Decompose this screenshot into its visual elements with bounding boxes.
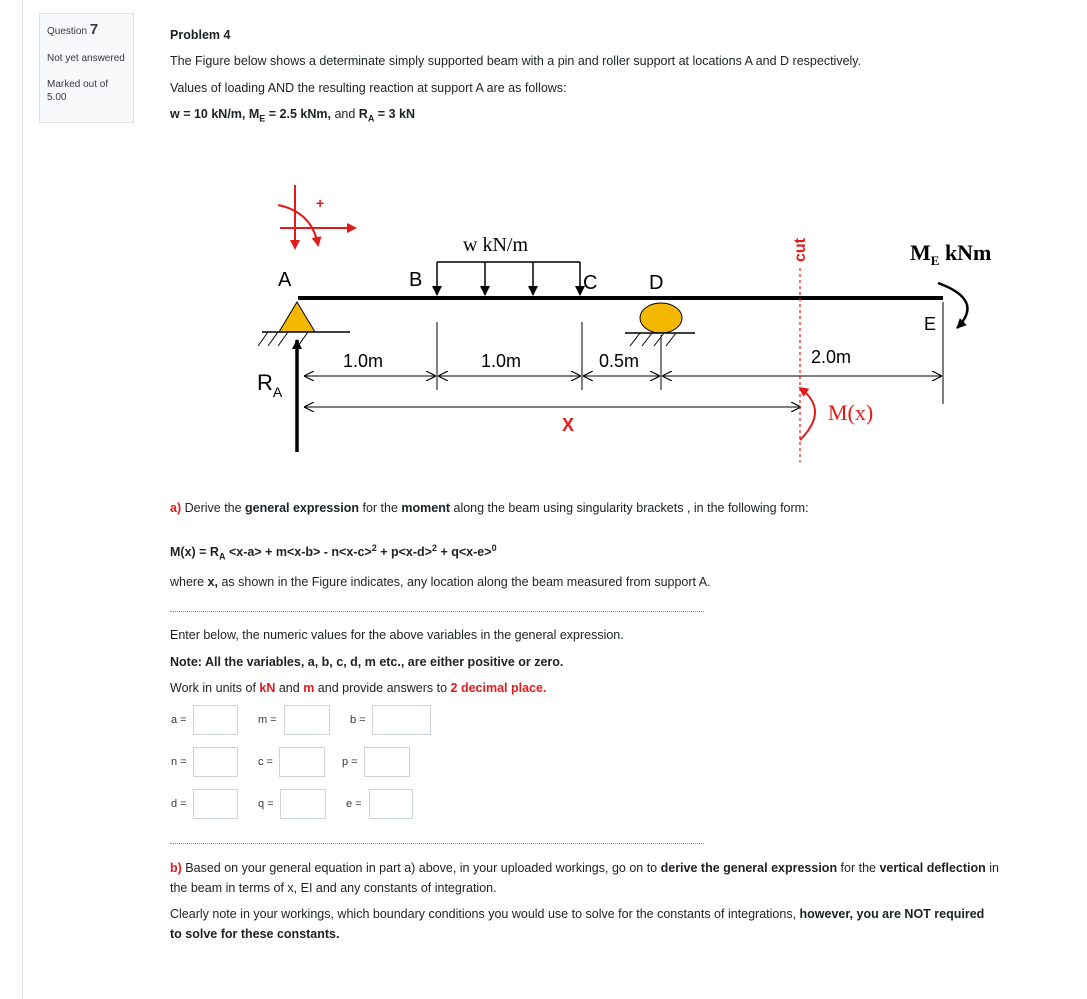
field-q-input[interactable] xyxy=(280,789,326,819)
problem-line-1: The Figure below shows a determinate simply supported beam with a pin and roller support at locations A and D respectively. xyxy=(170,54,862,68)
internal-moment-label: M(x) xyxy=(828,400,874,425)
dim-DE: 2.0m xyxy=(811,347,852,367)
dim-BC: 1.0m xyxy=(481,351,522,371)
field-n-input[interactable] xyxy=(193,747,238,777)
part-b-para2-line-1: Clearly note in your workings, which boundary conditions you would use to solve for the constants of integrations, however, you are NOT required xyxy=(170,907,985,921)
pin-support-A xyxy=(258,302,350,346)
applied-moment-arrow xyxy=(938,283,967,328)
enter-text: Enter below, the numeric values for the above variables in the general expression. xyxy=(170,628,624,642)
problem-values: w = 10 kN/m, $M_E = 2.5$ kNm, and $R_A = 3$ kN xyxy=(170,107,415,124)
reaction-label: $R_A$ xyxy=(257,370,283,400)
sign-plus: + xyxy=(316,195,325,211)
field-c-input[interactable] xyxy=(279,747,325,777)
field-a-label: a = xyxy=(171,714,187,726)
field-d-input[interactable] xyxy=(193,789,238,819)
dim-CD: 0.5m xyxy=(599,351,640,371)
internal-moment-arrow xyxy=(800,388,815,440)
label-D: D xyxy=(649,272,664,294)
x-label: X xyxy=(562,415,575,435)
where-text: where x, as shown in the Figure indicates, any location along the beam measured from support A. xyxy=(170,575,711,589)
question-marks: Marked out of 5.00 xyxy=(47,78,109,104)
question-status: Not yet answered xyxy=(47,53,125,65)
field-e-label: e = xyxy=(346,798,362,810)
field-q-label: q = xyxy=(258,798,274,810)
label-A: A xyxy=(278,269,292,291)
label-E: E xyxy=(924,314,937,334)
question-number: Question 7 xyxy=(47,21,99,38)
dim-AB: 1.0m xyxy=(343,351,384,371)
divider-1 xyxy=(170,611,704,612)
cut-label: cut xyxy=(792,238,809,262)
problem-line-2: Values of loading AND the resulting reaction at support A are as follows: xyxy=(170,81,567,95)
moment-equation: $M(x) = R_A <x-a> + m<x-b> - n<x-c>^2 + p<x-d>^2 + q<x-e>^0$ xyxy=(170,543,497,562)
beam-figure xyxy=(0,0,1087,480)
field-a-input[interactable] xyxy=(193,705,238,735)
field-b-input[interactable] xyxy=(372,705,431,735)
load-label: w kN/m xyxy=(463,234,528,256)
sign-convention-icon xyxy=(278,185,355,248)
label-C: C xyxy=(583,272,598,294)
applied-moment-label: $M_E$ kNm xyxy=(910,240,992,268)
roller-support-D xyxy=(625,303,695,346)
part-b-line-2: the beam in terms of x, EI and any constants of integration. xyxy=(170,881,497,895)
distributed-load xyxy=(437,262,580,295)
label-B: B xyxy=(409,269,423,291)
field-e-input[interactable] xyxy=(369,789,413,819)
field-d-label: d = xyxy=(171,798,187,810)
field-c-label: c = xyxy=(258,756,273,768)
field-p-input[interactable] xyxy=(364,747,410,777)
field-m-label: m = xyxy=(258,714,277,726)
field-m-input[interactable] xyxy=(284,705,330,735)
note-text: Note: All the variables, a, b, c, d, m etc., are either positive or zero. xyxy=(170,655,564,669)
divider-2 xyxy=(170,843,704,844)
problem-title: Problem 4 xyxy=(170,28,231,42)
units-text: Work in units of kN and m and provide answers to 2 decimal place. xyxy=(170,681,547,695)
field-n-label: n = xyxy=(171,756,187,768)
part-a-instruction: a) Derive the general expression for the moment along the beam using singularity brackets , in the following form: xyxy=(170,501,809,515)
part-b-para2-line-2: to solve for these constants. xyxy=(170,927,340,941)
part-b-line-1: b) Based on your general equation in part a) above, in your uploaded workings, go on to derive the general expression for the vertical deflection in xyxy=(170,861,999,875)
field-p-label: p = xyxy=(342,756,358,768)
field-b-label: b = xyxy=(350,714,366,726)
